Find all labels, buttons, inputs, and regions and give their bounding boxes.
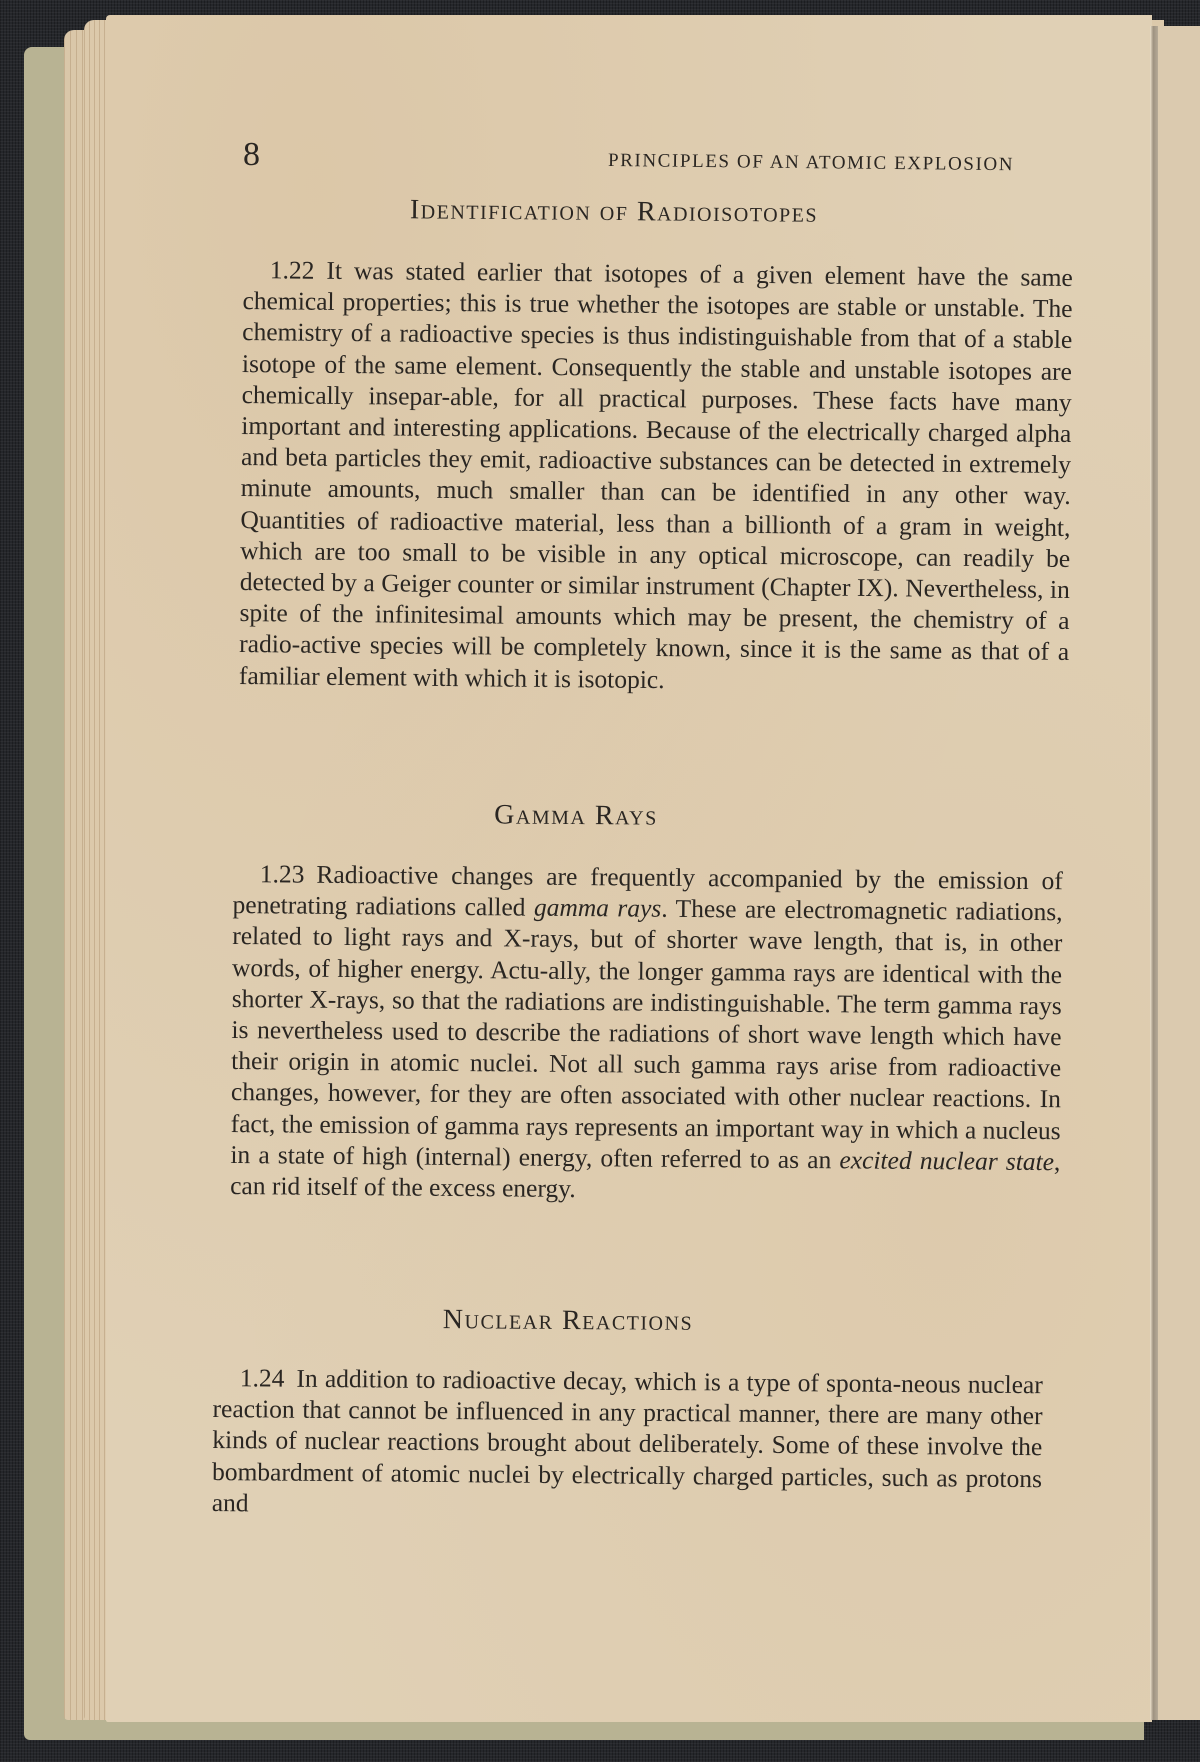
page-number: 8 bbox=[243, 136, 260, 173]
running-head: PRINCIPLES OF AN ATOMIC EXPLOSION bbox=[607, 150, 1015, 176]
emphasis-term: excited nuclear state bbox=[839, 1145, 1055, 1177]
emphasis-term: gamma rays bbox=[533, 892, 662, 923]
facing-page-edge bbox=[1158, 26, 1200, 1720]
book-spine-gutter bbox=[1150, 26, 1158, 1720]
paragraph-text: Radioactive changes are frequently accompanied by the emission of penetrating radiations called bbox=[232, 859, 1063, 922]
paragraph-text: In addition to radioactive decay, which is a type of sponta-neous nuclear reaction that cannot be influenced in any practical manner, there are many other kinds of nuclear reactions brought about deliberately. Some of these involve the bombardment of atomic nuclei by electrically charged particles, such as protons and bbox=[211, 1363, 1043, 1518]
paragraph-text: , can rid itself of the excess energy. bbox=[230, 1147, 1061, 1204]
paragraph-number: 1.24 bbox=[239, 1363, 285, 1393]
section-heading-nuclear-reactions: Nuclear Reactions bbox=[442, 1304, 694, 1337]
paragraph-text: It was stated earlier that isotopes of a given element have the same chemical properties; this is true whether the isotopes are stable or unstable. The chemistry of a radioactive species is thus indistinguishable from that of a stable isotope of the same element. Consequently the stable and unstable isotopes are chemically insepar-able, for all practical purposes. These facts have many important and interesting applications. Because of the electrically charged alpha and beta particles they emit, radioactive substances can be detected in extremely minute amounts, much smaller than can be identified in any other way. Quantities of radioactive material, less than a billionth of a gram in weight, which are too small to be visible in any optical microscope, can readily be detected by a Geiger counter or similar instrument (Chapter IX). Nevertheless, in spite of the infinitesimal amounts which may be present, the chemistry of a radio-active species will be completely known, since it is the same as that of a familiar element with which it is isotopic. bbox=[238, 255, 1073, 694]
paragraph-number: 1.23 bbox=[259, 859, 305, 889]
paragraph-text: . These are electromagnetic radiations, related to light rays and X-rays, but of shorter wave length, that is, in other words, of higher energy. Actu-ally, the longer gamma rays are identical with the shorter X-rays, so that the radiations are indistinguishable. The term gamma rays is nevertheless used to describe the radiations of short wave length which have their origin in atomic nuclei. Not all such gamma rays arise from radioactive changes, however, for they are often associated with other nuclear reactions. In fact, the emission of gamma rays represents an important way in which a nucleus in a state of high (internal) energy, often referred to as an bbox=[230, 893, 1063, 1175]
paragraph-1-24 bbox=[212, 1362, 1043, 1525]
section-heading-radioisotopes: Identification of Radioisotopes bbox=[409, 194, 819, 229]
paragraph-1-23 bbox=[230, 858, 1063, 1208]
section-heading-gamma-rays: Gamma Rays bbox=[494, 799, 658, 832]
paragraph-1-22 bbox=[239, 254, 1073, 699]
paragraph-number: 1.22 bbox=[269, 255, 315, 285]
